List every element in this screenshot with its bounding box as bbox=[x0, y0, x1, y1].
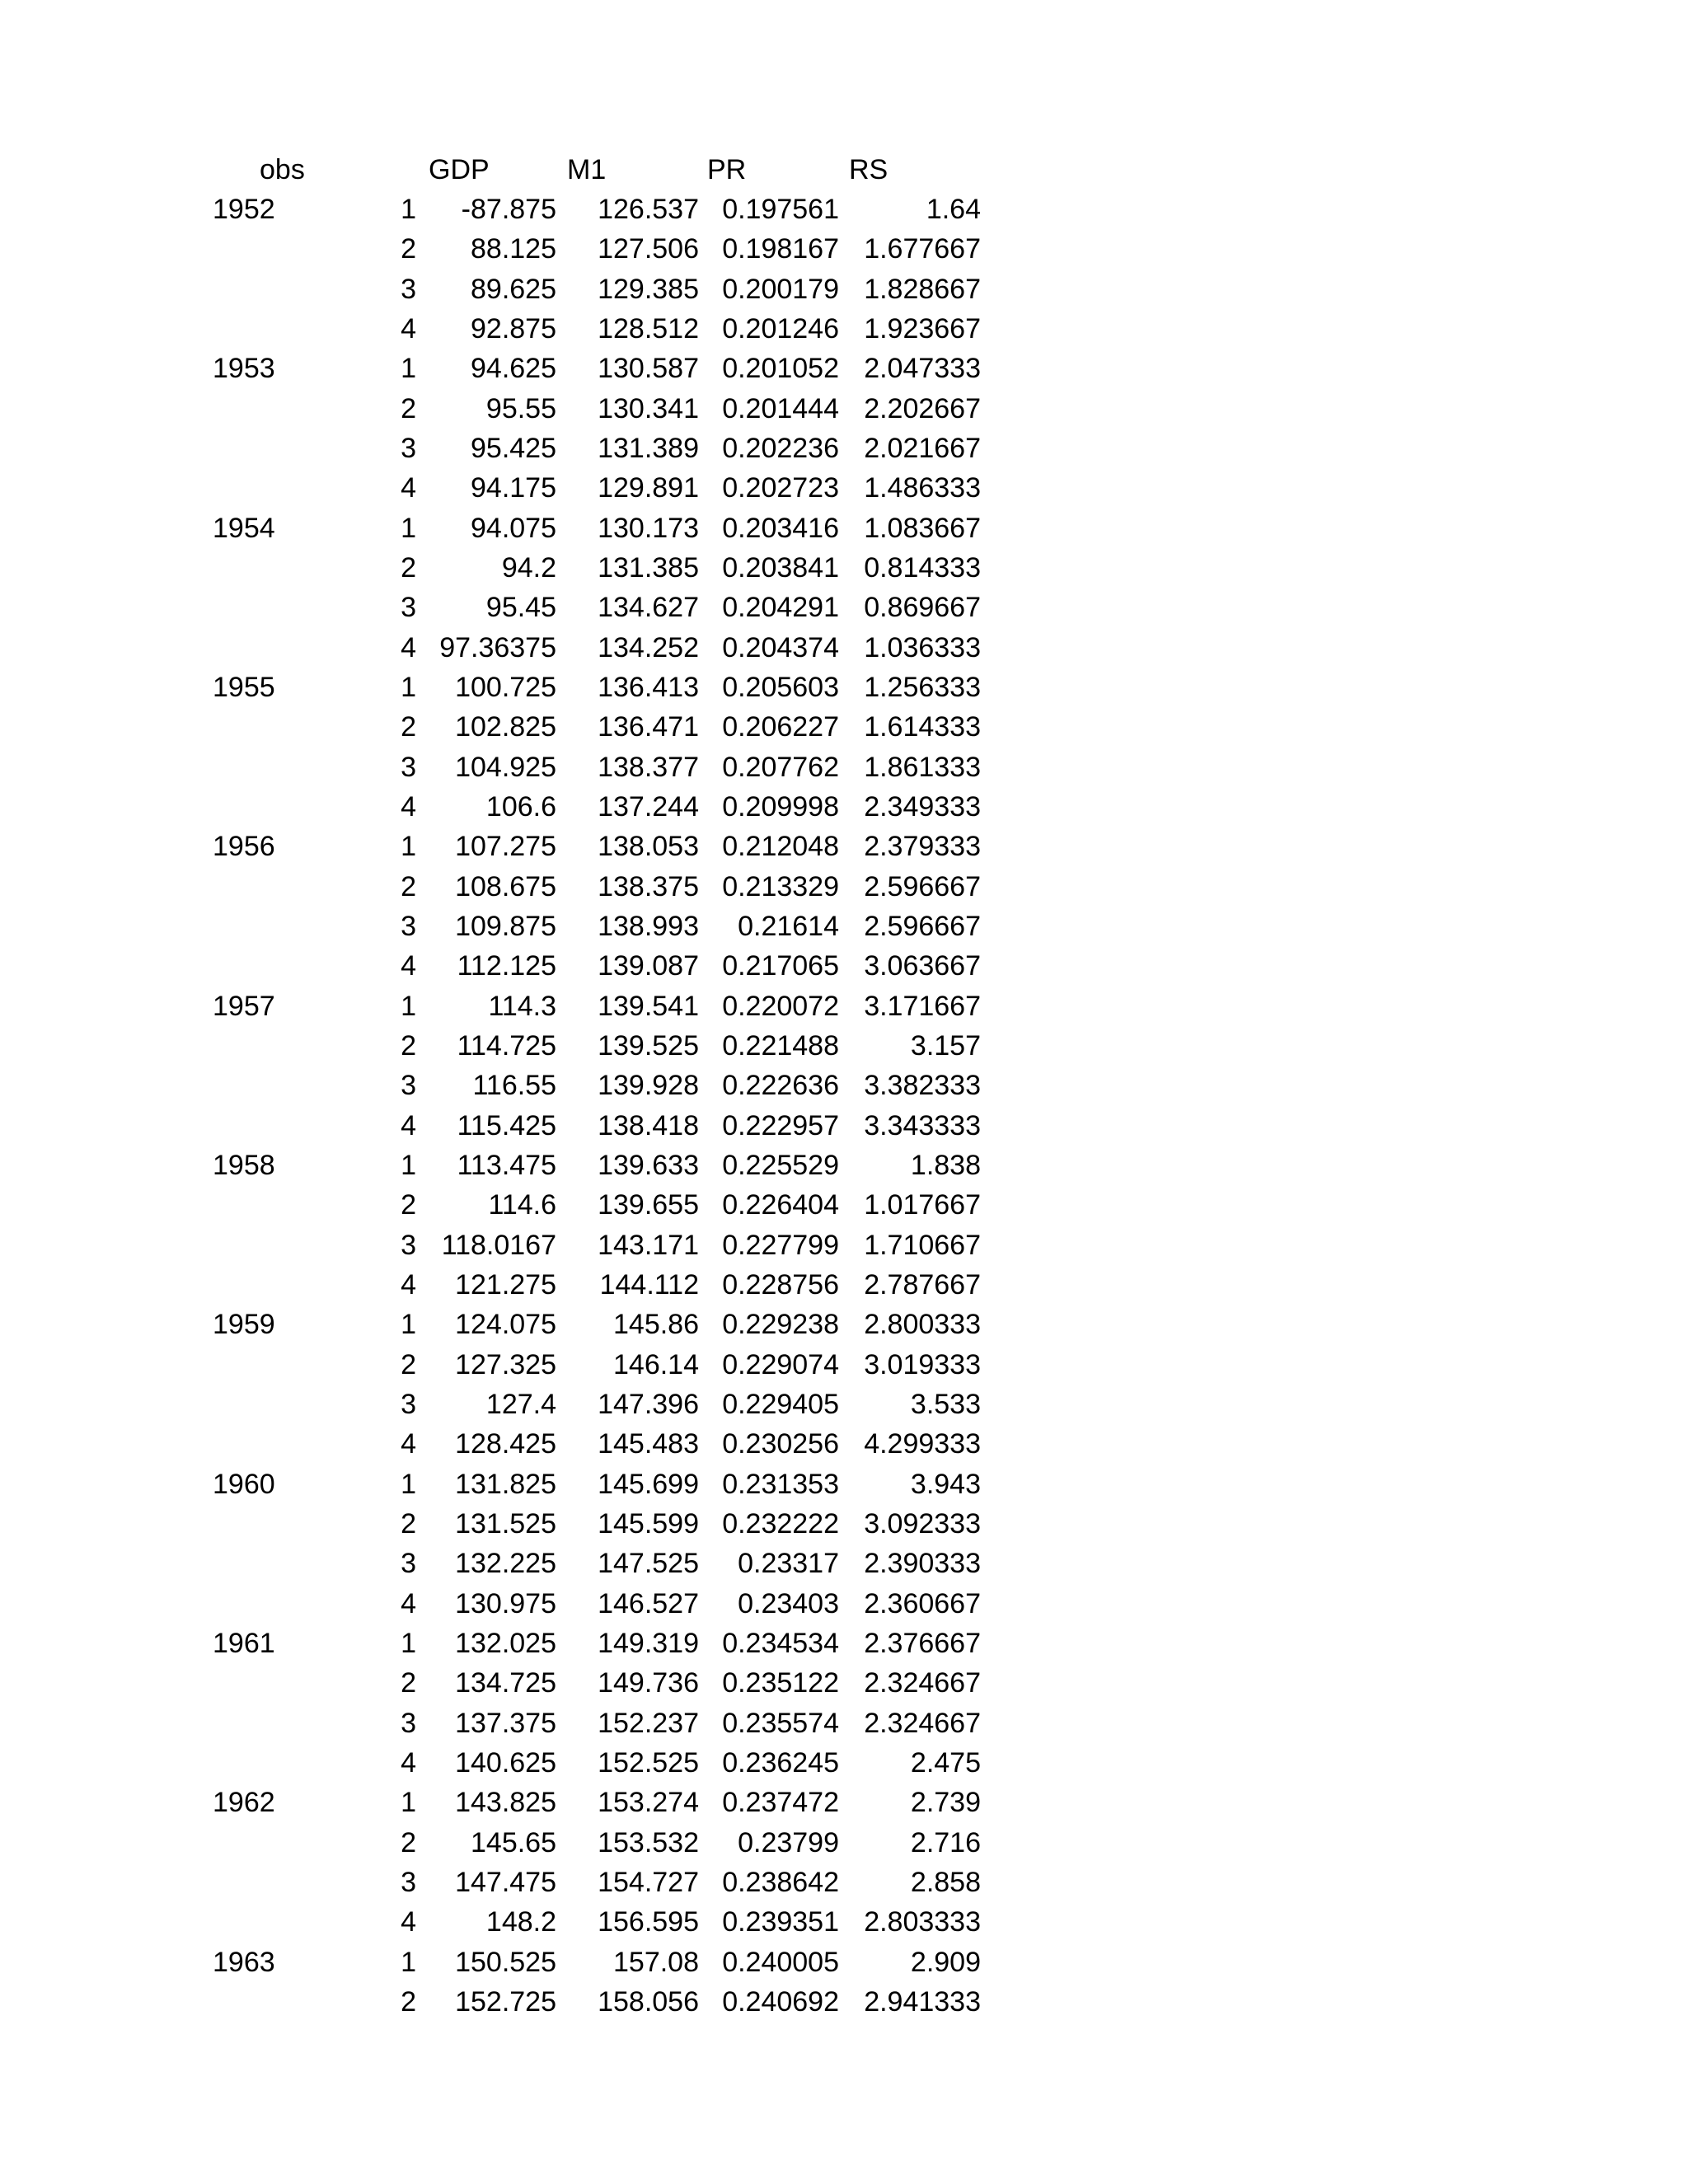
rs-cell: 1.017667 bbox=[864, 1189, 981, 1221]
m1-cell: 145.86 bbox=[613, 1309, 699, 1340]
quarter-cell: 4 bbox=[401, 1588, 416, 1619]
quarter-cell: 3 bbox=[401, 433, 416, 464]
quarter-cell: 4 bbox=[401, 1269, 416, 1301]
rs-cell: 2.021667 bbox=[864, 433, 981, 464]
m1-cell: 145.699 bbox=[598, 1469, 699, 1500]
year-cell bbox=[213, 1106, 312, 1146]
year-cell bbox=[213, 1743, 312, 1783]
m1-cell: 147.525 bbox=[598, 1548, 699, 1579]
rs-cell: 2.202667 bbox=[864, 393, 981, 424]
gdp-cell: 131.825 bbox=[455, 1469, 556, 1500]
quarter-cell: 1 bbox=[401, 194, 416, 225]
pr-cell: 0.21614 bbox=[738, 911, 839, 942]
pr-cell: 0.204374 bbox=[722, 632, 839, 663]
quarter-cell: 2 bbox=[401, 1030, 416, 1062]
quarter-cell: 1 bbox=[401, 353, 416, 384]
year-cell: 1963 bbox=[213, 1947, 275, 1978]
pr-cell: 0.197561 bbox=[722, 194, 839, 225]
year-cell bbox=[213, 1185, 312, 1225]
year-cell bbox=[213, 229, 312, 269]
m1-cell: 139.087 bbox=[598, 950, 699, 982]
rs-cell: 1.923667 bbox=[864, 313, 981, 344]
quarter-cell: 3 bbox=[401, 1708, 416, 1739]
quarter-cell: 2 bbox=[401, 871, 416, 902]
year-cell bbox=[213, 1584, 312, 1624]
rs-cell: 1.614333 bbox=[864, 711, 981, 743]
m1-cell: 131.385 bbox=[598, 552, 699, 583]
rs-cell: 1.486333 bbox=[864, 472, 981, 504]
m1-cell: 147.396 bbox=[598, 1389, 699, 1420]
quarter-cell: 2 bbox=[401, 552, 416, 583]
rs-cell: 2.596667 bbox=[864, 911, 981, 942]
pr-cell: 0.234534 bbox=[722, 1628, 839, 1659]
m1-cell: 139.541 bbox=[598, 991, 699, 1022]
quarter-cell: 2 bbox=[401, 233, 416, 265]
header-obs: obs bbox=[260, 154, 305, 185]
year-cell bbox=[213, 867, 312, 907]
rs-cell: 3.092333 bbox=[864, 1508, 981, 1540]
m1-cell: 134.627 bbox=[598, 592, 699, 623]
quarter-cell: 2 bbox=[401, 1667, 416, 1699]
year-cell bbox=[213, 1663, 312, 1703]
m1-cell: 138.053 bbox=[598, 831, 699, 862]
pr-cell: 0.205603 bbox=[722, 672, 839, 703]
gdp-cell: 148.2 bbox=[485, 1906, 556, 1938]
pr-cell: 0.202236 bbox=[722, 433, 839, 464]
rs-cell: 3.943 bbox=[910, 1469, 981, 1500]
year-cell bbox=[213, 787, 312, 827]
gdp-cell: 104.925 bbox=[455, 752, 556, 783]
year-cell: 1958 bbox=[213, 1150, 275, 1181]
year-cell bbox=[213, 1504, 312, 1544]
year-cell bbox=[213, 907, 312, 946]
year-cell bbox=[213, 1026, 312, 1066]
header-pr: PR bbox=[707, 154, 747, 185]
quarter-cell: 1 bbox=[401, 1628, 416, 1659]
quarter-cell: 3 bbox=[401, 752, 416, 783]
m1-cell: 129.385 bbox=[598, 274, 699, 305]
year-cell bbox=[213, 269, 312, 309]
quarter-cell: 3 bbox=[401, 592, 416, 623]
pr-cell: 0.229074 bbox=[722, 1349, 839, 1380]
year-cell bbox=[213, 1982, 312, 2022]
year-cell bbox=[213, 1902, 312, 1942]
gdp-cell: 92.875 bbox=[471, 313, 556, 344]
header-gdp: GDP bbox=[429, 154, 490, 185]
m1-cell: 149.319 bbox=[598, 1628, 699, 1659]
gdp-cell: 134.725 bbox=[455, 1667, 556, 1699]
quarter-cell: 3 bbox=[401, 1548, 416, 1579]
m1-cell: 138.418 bbox=[598, 1110, 699, 1141]
year-cell: 1959 bbox=[213, 1309, 275, 1340]
pr-cell: 0.201444 bbox=[722, 393, 839, 424]
rs-cell: 1.036333 bbox=[864, 632, 981, 663]
m1-cell: 156.595 bbox=[598, 1906, 699, 1938]
gdp-cell: 116.55 bbox=[472, 1070, 556, 1101]
pr-cell: 0.238642 bbox=[722, 1867, 839, 1898]
quarter-cell: 3 bbox=[401, 1230, 416, 1261]
rs-cell: 2.739 bbox=[910, 1787, 981, 1818]
pr-cell: 0.235122 bbox=[722, 1667, 839, 1699]
m1-cell: 153.532 bbox=[598, 1827, 699, 1858]
gdp-cell: 137.375 bbox=[455, 1708, 556, 1739]
m1-cell: 152.525 bbox=[598, 1747, 699, 1779]
pr-cell: 0.239351 bbox=[722, 1906, 839, 1938]
rs-cell: 1.861333 bbox=[864, 752, 981, 783]
pr-cell: 0.201246 bbox=[722, 313, 839, 344]
m1-cell: 144.112 bbox=[599, 1269, 699, 1301]
quarter-cell: 4 bbox=[401, 1906, 416, 1938]
rs-cell: 1.64 bbox=[926, 194, 981, 225]
rs-cell: 2.390333 bbox=[864, 1548, 981, 1579]
rs-cell: 2.324667 bbox=[864, 1708, 981, 1739]
pr-cell: 0.222636 bbox=[722, 1070, 839, 1101]
rs-cell: 2.787667 bbox=[864, 1269, 981, 1301]
m1-cell: 149.736 bbox=[598, 1667, 699, 1699]
quarter-cell: 4 bbox=[401, 632, 416, 663]
pr-cell: 0.220072 bbox=[722, 991, 839, 1022]
gdp-cell: 118.0167 bbox=[441, 1230, 556, 1261]
quarter-cell: 2 bbox=[401, 393, 416, 424]
m1-cell: 136.413 bbox=[598, 672, 699, 703]
m1-cell: 131.389 bbox=[598, 433, 699, 464]
gdp-cell: 88.125 bbox=[471, 233, 556, 265]
gdp-cell: 113.475 bbox=[457, 1150, 556, 1181]
quarter-cell: 1 bbox=[401, 513, 416, 544]
m1-cell: 146.527 bbox=[598, 1588, 699, 1619]
header-m1: M1 bbox=[567, 154, 607, 185]
quarter-cell: 4 bbox=[401, 791, 416, 823]
rs-cell: 3.019333 bbox=[864, 1349, 981, 1380]
m1-cell: 139.633 bbox=[598, 1150, 699, 1181]
gdp-cell: 97.36375 bbox=[439, 632, 556, 663]
m1-cell: 143.171 bbox=[598, 1230, 699, 1261]
gdp-cell: 131.525 bbox=[455, 1508, 556, 1540]
m1-cell: 128.512 bbox=[598, 313, 699, 344]
rs-cell: 4.299333 bbox=[864, 1428, 981, 1460]
rs-cell: 2.941333 bbox=[864, 1986, 981, 2018]
gdp-cell: -87.875 bbox=[461, 194, 556, 225]
rs-cell: 1.710667 bbox=[864, 1230, 981, 1261]
rs-cell: 0.814333 bbox=[864, 552, 981, 583]
quarter-cell: 1 bbox=[401, 1469, 416, 1500]
pr-cell: 0.213329 bbox=[722, 871, 839, 902]
year-cell bbox=[213, 1424, 312, 1464]
rs-cell: 2.475 bbox=[910, 1747, 981, 1779]
m1-cell: 158.056 bbox=[598, 1986, 699, 2018]
year-cell bbox=[213, 429, 312, 468]
quarter-cell: 1 bbox=[401, 831, 416, 862]
m1-cell: 138.993 bbox=[598, 911, 699, 942]
year-cell bbox=[213, 468, 312, 508]
rs-cell: 0.869667 bbox=[864, 592, 981, 623]
pr-cell: 0.198167 bbox=[722, 233, 839, 265]
m1-cell: 157.08 bbox=[613, 1947, 699, 1978]
gdp-cell: 114.6 bbox=[488, 1189, 556, 1221]
quarter-cell: 1 bbox=[401, 991, 416, 1022]
rs-cell: 2.716 bbox=[910, 1827, 981, 1858]
rs-cell: 1.083667 bbox=[864, 513, 981, 544]
m1-cell: 152.237 bbox=[598, 1708, 699, 1739]
gdp-cell: 95.55 bbox=[485, 393, 556, 424]
year-cell: 1956 bbox=[213, 831, 275, 862]
quarter-cell: 4 bbox=[401, 1747, 416, 1779]
quarter-cell: 3 bbox=[401, 1070, 416, 1101]
rs-cell: 2.800333 bbox=[864, 1309, 981, 1340]
rs-cell: 2.379333 bbox=[864, 831, 981, 862]
rs-cell: 2.858 bbox=[910, 1867, 981, 1898]
year-cell bbox=[213, 1544, 312, 1583]
pr-cell: 0.229405 bbox=[722, 1389, 839, 1420]
gdp-cell: 140.625 bbox=[455, 1747, 556, 1779]
gdp-cell: 100.725 bbox=[455, 672, 556, 703]
gdp-cell: 114.3 bbox=[488, 991, 556, 1022]
rs-cell: 2.324667 bbox=[864, 1667, 981, 1699]
rs-cell: 2.909 bbox=[910, 1947, 981, 1978]
year-cell bbox=[213, 1385, 312, 1424]
gdp-cell: 107.275 bbox=[455, 831, 556, 862]
year-cell bbox=[213, 588, 312, 627]
year-cell: 1952 bbox=[213, 194, 275, 225]
m1-cell: 137.244 bbox=[598, 791, 699, 823]
pr-cell: 0.235574 bbox=[722, 1708, 839, 1739]
pr-cell: 0.203416 bbox=[722, 513, 839, 544]
rs-cell: 1.838 bbox=[910, 1150, 981, 1181]
gdp-cell: 115.425 bbox=[457, 1110, 556, 1141]
pr-cell: 0.23403 bbox=[738, 1588, 839, 1619]
gdp-cell: 89.625 bbox=[471, 274, 556, 305]
pr-cell: 0.204291 bbox=[722, 592, 839, 623]
m1-cell: 138.377 bbox=[598, 752, 699, 783]
gdp-cell: 106.6 bbox=[485, 791, 556, 823]
gdp-cell: 95.45 bbox=[485, 592, 556, 623]
gdp-cell: 127.4 bbox=[485, 1389, 556, 1420]
pr-cell: 0.23799 bbox=[738, 1827, 839, 1858]
gdp-cell: 121.275 bbox=[455, 1269, 556, 1301]
rs-cell: 1.256333 bbox=[864, 672, 981, 703]
gdp-cell: 94.2 bbox=[501, 552, 556, 583]
gdp-cell: 143.825 bbox=[455, 1787, 556, 1818]
quarter-cell: 2 bbox=[401, 1349, 416, 1380]
rs-cell: 1.677667 bbox=[864, 233, 981, 265]
rs-cell: 2.360667 bbox=[864, 1588, 981, 1619]
year-cell: 1960 bbox=[213, 1469, 275, 1500]
pr-cell: 0.221488 bbox=[722, 1030, 839, 1062]
year-cell bbox=[213, 548, 312, 588]
pr-cell: 0.207762 bbox=[722, 752, 839, 783]
pr-cell: 0.206227 bbox=[722, 711, 839, 743]
rs-cell: 1.828667 bbox=[864, 274, 981, 305]
m1-cell: 127.506 bbox=[598, 233, 699, 265]
rs-cell: 3.171667 bbox=[864, 991, 981, 1022]
rs-cell: 3.157 bbox=[910, 1030, 981, 1062]
quarter-cell: 3 bbox=[401, 1867, 416, 1898]
year-cell bbox=[213, 309, 312, 349]
pr-cell: 0.228756 bbox=[722, 1269, 839, 1301]
quarter-cell: 4 bbox=[401, 472, 416, 504]
quarter-cell: 4 bbox=[401, 313, 416, 344]
m1-cell: 153.274 bbox=[598, 1787, 699, 1818]
gdp-cell: 128.425 bbox=[455, 1428, 556, 1460]
quarter-cell: 2 bbox=[401, 711, 416, 743]
gdp-cell: 114.725 bbox=[457, 1030, 556, 1062]
pr-cell: 0.240692 bbox=[722, 1986, 839, 2018]
m1-cell: 134.252 bbox=[598, 632, 699, 663]
pr-cell: 0.240005 bbox=[722, 1947, 839, 1978]
m1-cell: 139.655 bbox=[598, 1189, 699, 1221]
rs-cell: 2.596667 bbox=[864, 871, 981, 902]
rs-cell: 2.376667 bbox=[864, 1628, 981, 1659]
pr-cell: 0.23317 bbox=[738, 1548, 839, 1579]
gdp-cell: 152.725 bbox=[455, 1986, 556, 2018]
rs-cell: 2.803333 bbox=[864, 1906, 981, 1938]
m1-cell: 136.471 bbox=[598, 711, 699, 743]
header-rs: RS bbox=[849, 154, 889, 185]
m1-cell: 139.525 bbox=[598, 1030, 699, 1062]
pr-cell: 0.217065 bbox=[722, 950, 839, 982]
quarter-cell: 1 bbox=[401, 1150, 416, 1181]
quarter-cell: 3 bbox=[401, 911, 416, 942]
pr-cell: 0.225529 bbox=[722, 1150, 839, 1181]
quarter-cell: 4 bbox=[401, 1428, 416, 1460]
year-cell bbox=[213, 1345, 312, 1385]
rs-cell: 3.533 bbox=[910, 1389, 981, 1420]
quarter-cell: 1 bbox=[401, 672, 416, 703]
pr-cell: 0.200179 bbox=[722, 274, 839, 305]
year-cell bbox=[213, 1863, 312, 1902]
quarter-cell: 2 bbox=[401, 1508, 416, 1540]
pr-cell: 0.236245 bbox=[722, 1747, 839, 1779]
gdp-cell: 145.65 bbox=[471, 1827, 556, 1858]
quarter-cell: 1 bbox=[401, 1947, 416, 1978]
year-cell bbox=[213, 1226, 312, 1265]
pr-cell: 0.231353 bbox=[722, 1469, 839, 1500]
gdp-cell: 94.625 bbox=[471, 353, 556, 384]
year-cell bbox=[213, 628, 312, 668]
year-cell: 1954 bbox=[213, 513, 275, 544]
gdp-cell: 147.475 bbox=[455, 1867, 556, 1898]
year-cell: 1962 bbox=[213, 1787, 275, 1818]
gdp-cell: 150.525 bbox=[455, 1947, 556, 1978]
year-cell: 1955 bbox=[213, 672, 275, 703]
year-cell bbox=[213, 389, 312, 429]
m1-cell: 130.173 bbox=[598, 513, 699, 544]
pr-cell: 0.232222 bbox=[722, 1508, 839, 1540]
year-cell: 1953 bbox=[213, 353, 275, 384]
quarter-cell: 1 bbox=[401, 1787, 416, 1818]
rs-cell: 3.343333 bbox=[864, 1110, 981, 1141]
gdp-cell: 94.075 bbox=[471, 513, 556, 544]
pr-cell: 0.229238 bbox=[722, 1309, 839, 1340]
gdp-cell: 108.675 bbox=[455, 871, 556, 902]
gdp-cell: 112.125 bbox=[457, 950, 556, 982]
quarter-cell: 1 bbox=[401, 1309, 416, 1340]
pr-cell: 0.226404 bbox=[722, 1189, 839, 1221]
pr-cell: 0.222957 bbox=[722, 1110, 839, 1141]
gdp-cell: 109.875 bbox=[455, 911, 556, 942]
gdp-cell: 132.225 bbox=[455, 1548, 556, 1579]
pr-cell: 0.212048 bbox=[722, 831, 839, 862]
quarter-cell: 2 bbox=[401, 1827, 416, 1858]
pr-cell: 0.203841 bbox=[722, 552, 839, 583]
pr-cell: 0.201052 bbox=[722, 353, 839, 384]
year-cell: 1961 bbox=[213, 1628, 275, 1659]
m1-cell: 130.587 bbox=[598, 353, 699, 384]
pr-cell: 0.237472 bbox=[722, 1787, 839, 1818]
m1-cell: 145.599 bbox=[598, 1508, 699, 1540]
rs-cell: 3.382333 bbox=[864, 1070, 981, 1101]
gdp-cell: 95.425 bbox=[471, 433, 556, 464]
gdp-cell: 127.325 bbox=[455, 1349, 556, 1380]
quarter-cell: 3 bbox=[401, 274, 416, 305]
quarter-cell: 4 bbox=[401, 1110, 416, 1141]
gdp-cell: 94.175 bbox=[471, 472, 556, 504]
m1-cell: 154.727 bbox=[598, 1867, 699, 1898]
year-cell bbox=[213, 1265, 312, 1305]
year-cell bbox=[213, 1066, 312, 1105]
year-cell bbox=[213, 707, 312, 747]
year-cell: 1957 bbox=[213, 991, 275, 1022]
m1-cell: 146.14 bbox=[613, 1349, 699, 1380]
rs-cell: 3.063667 bbox=[864, 950, 981, 982]
quarter-cell: 2 bbox=[401, 1189, 416, 1221]
m1-cell: 130.341 bbox=[598, 393, 699, 424]
gdp-cell: 130.975 bbox=[455, 1588, 556, 1619]
quarter-cell: 4 bbox=[401, 950, 416, 982]
pr-cell: 0.227799 bbox=[722, 1230, 839, 1261]
m1-cell: 145.483 bbox=[598, 1428, 699, 1460]
gdp-cell: 132.025 bbox=[455, 1628, 556, 1659]
quarter-cell: 3 bbox=[401, 1389, 416, 1420]
rs-cell: 2.047333 bbox=[864, 353, 981, 384]
quarter-cell: 2 bbox=[401, 1986, 416, 2018]
pr-cell: 0.202723 bbox=[722, 472, 839, 504]
pr-cell: 0.230256 bbox=[722, 1428, 839, 1460]
year-cell bbox=[213, 1823, 312, 1863]
m1-cell: 126.537 bbox=[598, 194, 699, 225]
gdp-cell: 124.075 bbox=[455, 1309, 556, 1340]
pr-cell: 0.209998 bbox=[722, 791, 839, 823]
year-cell bbox=[213, 748, 312, 787]
rs-cell: 2.349333 bbox=[864, 791, 981, 823]
m1-cell: 139.928 bbox=[598, 1070, 699, 1101]
m1-cell: 129.891 bbox=[598, 472, 699, 504]
m1-cell: 138.375 bbox=[598, 871, 699, 902]
gdp-cell: 102.825 bbox=[455, 711, 556, 743]
year-cell bbox=[213, 946, 312, 986]
year-cell bbox=[213, 1704, 312, 1743]
